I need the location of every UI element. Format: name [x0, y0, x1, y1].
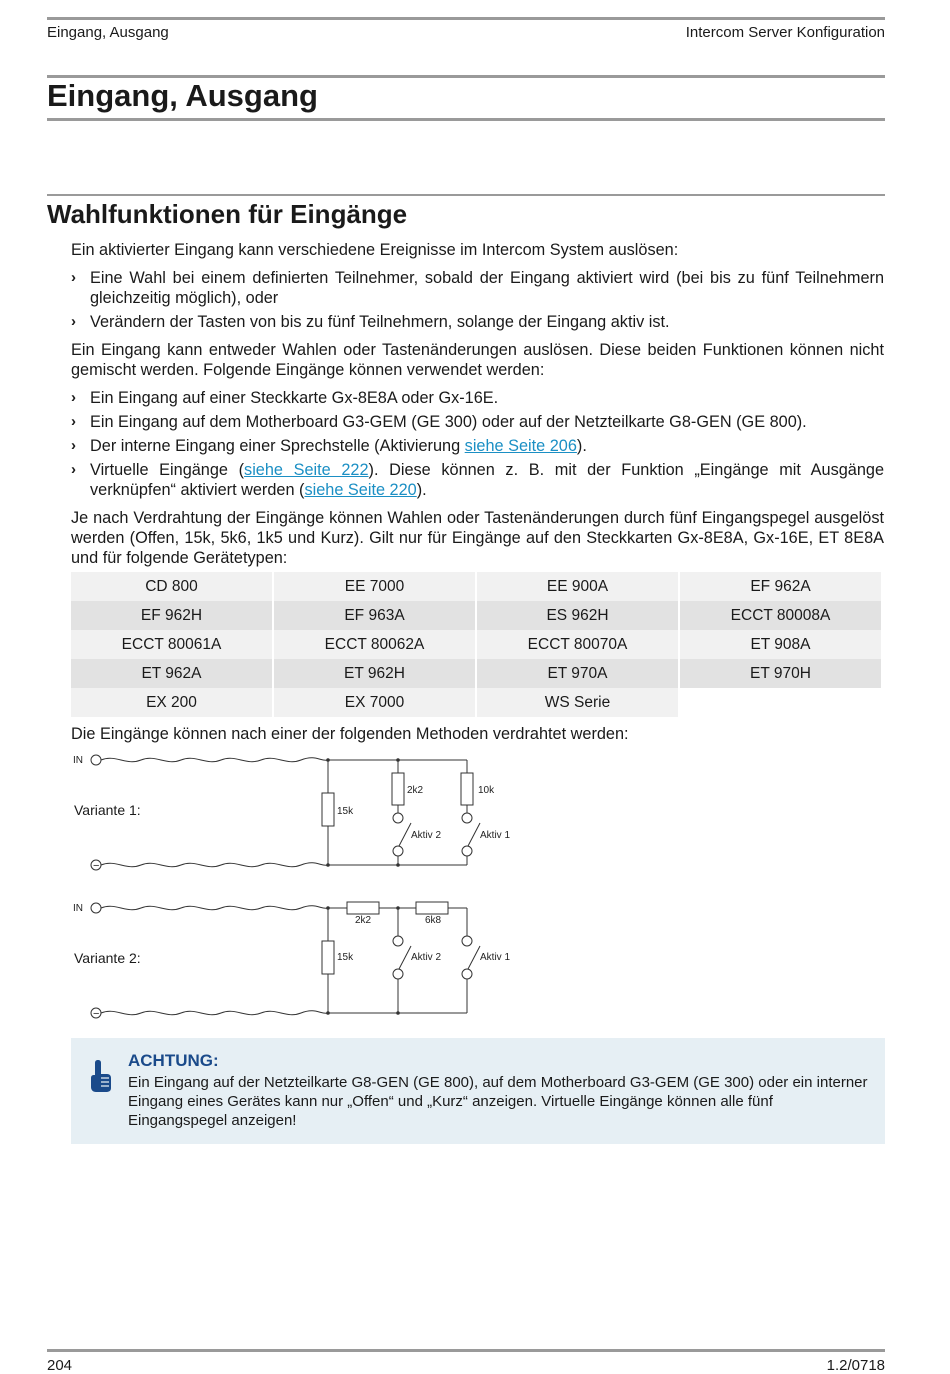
table-cell: ET 962H: [274, 659, 475, 688]
link-page-220[interactable]: siehe Seite 220: [304, 481, 417, 499]
switch-aktiv-1: [468, 946, 480, 969]
variant-2-label: Variante 2:: [74, 950, 141, 966]
chevron-right-icon: ›: [71, 413, 76, 430]
warning-note: [71, 1038, 885, 1144]
wiring-diagram-variant-1: [71, 748, 541, 874]
list-item-text: ).: [416, 481, 427, 499]
chevron-right-icon: ›: [71, 461, 76, 478]
chevron-right-icon: ›: [71, 389, 76, 406]
table-row: [71, 572, 881, 601]
list-item-text: Der interne Eingang einer Sprechstelle (Aktivierung: [90, 437, 465, 455]
in-label: IN: [73, 903, 83, 914]
section-title: Wahlfunktionen für Eingänge: [47, 199, 408, 229]
paragraph-3: Je nach Verdrahtung der Eingänge können Wahlen oder Tastenänderungen durch fünf Eingangspegel ausgelöst werden (Offen, 15k, 5k6, 1k5 und Kurz). Gilt nur für Eingänge auf den Steckkarten Gx-8E8A, Gx-16E, ET 8E8A und für folgende Gerätetypen:: [71, 509, 884, 567]
switch-aktiv-2: [399, 823, 411, 846]
list-item: [71, 412, 884, 432]
list-item-text: Ein Eingang auf dem Motherboard G3-GEM (GE 300) oder auf der Netzteilkarte G8-GEN (GE 800).: [90, 413, 807, 431]
table-cell: ECCT 80070A: [477, 630, 678, 659]
resistor-15k-label: 15k: [337, 806, 354, 817]
resistor-15k-label: 15k: [337, 952, 354, 963]
table-cell: ET 908A: [680, 630, 881, 659]
table-cell: [680, 688, 881, 717]
list-item: [71, 436, 884, 456]
in-wire: [101, 758, 467, 762]
resistor-6k8: [416, 902, 448, 914]
page-number: 204: [47, 1357, 73, 1374]
in-label: IN: [73, 755, 83, 766]
resistor-10k: [461, 773, 473, 805]
section-body: [71, 240, 884, 576]
switch-aktiv-2-label: Aktiv 2: [411, 952, 442, 963]
table-cell: ECCT 80061A: [71, 630, 272, 659]
switch-aktiv-1: [468, 823, 480, 846]
footer-rule: [47, 1349, 885, 1352]
minus-wire: [101, 863, 467, 867]
table-row: [71, 630, 881, 659]
table-cell: EF 963A: [274, 601, 475, 630]
resistor-2k2-label: 2k2: [407, 785, 424, 796]
chevron-right-icon: ›: [71, 313, 76, 330]
wiring-diagram-variant-2: [71, 896, 541, 1022]
table-cell: ECCT 80062A: [274, 630, 475, 659]
chevron-right-icon: ›: [71, 269, 76, 286]
table-cell: ET 962A: [71, 659, 272, 688]
document-version: 1.2/0718: [826, 1357, 885, 1374]
list-item: [71, 388, 884, 408]
variant-1-label: Variante 1:: [74, 802, 141, 818]
switch-aktiv-2: [399, 946, 411, 969]
device-table: [69, 572, 883, 717]
table-cell: ES 962H: [477, 601, 678, 630]
table-cell: WS Serie: [477, 688, 678, 717]
table-cell: ET 970H: [680, 659, 881, 688]
bullet-list-2: [71, 388, 884, 500]
table-cell: CD 800: [71, 572, 272, 601]
table-row: [71, 688, 881, 717]
table-cell: EE 7000: [274, 572, 475, 601]
list-item-text: Virtuelle Eingänge (: [90, 461, 245, 479]
table-cell: ET 970A: [477, 659, 678, 688]
list-item: [71, 312, 884, 332]
switch-aktiv-1-label: Aktiv 1: [480, 952, 511, 963]
paragraph-4: Die Eingänge können nach einer der folgenden Methoden verdrahtet werden:: [71, 725, 629, 743]
list-item-text: ).: [576, 437, 587, 455]
page-title: Eingang, Ausgang: [47, 78, 318, 113]
table-cell: EF 962A: [680, 572, 881, 601]
resistor-2k2-label: 2k2: [355, 915, 372, 926]
minus-label: −: [93, 860, 100, 872]
bullet-list-1: [71, 268, 884, 332]
switch-aktiv-2-label: Aktiv 2: [411, 830, 442, 841]
title-bottom-rule: [47, 118, 885, 121]
table-cell: ECCT 80008A: [680, 601, 881, 630]
note-text: Ein Eingang auf der Netzteilkarte G8-GEN (GE 800), auf dem Motherboard G3-GEM (GE 300) oder ein interner Eingang eines Gerätes kann nur „Offen“ und „Kurz“ anzeigen. Virtuelle Eingänge können alle fünf Eingangspegel anzeigen!: [128, 1074, 868, 1129]
table-cell: EE 900A: [477, 572, 678, 601]
link-page-222[interactable]: siehe Seite 222: [244, 461, 369, 479]
resistor-15k: [322, 941, 334, 974]
resistor-10k-label: 10k: [478, 785, 495, 796]
table-cell: EX 200: [71, 688, 272, 717]
table-row: [71, 659, 881, 688]
list-item: [71, 268, 884, 308]
list-item-text: Verändern der Tasten von bis zu fünf Teilnehmern, solange der Eingang aktiv ist.: [90, 313, 670, 331]
intro-paragraph: Ein aktivierter Eingang kann verschiedene Ereignisse im Intercom System auslösen:: [71, 241, 679, 259]
minus-label: −: [93, 1008, 100, 1020]
table-cell: EF 962H: [71, 601, 272, 630]
resistor-2k2: [347, 902, 379, 914]
list-item-text: Eine Wahl bei einem definierten Teilnehmer, sobald der Eingang aktiviert wird (bei bis zu fünf Teilnehmern gleichzeitig möglich), oder: [90, 269, 884, 307]
header-left: Eingang, Ausgang: [47, 24, 169, 41]
section-rule: [47, 194, 885, 196]
resistor-15k: [322, 793, 334, 826]
paragraph-2: Ein Eingang kann entweder Wahlen oder Tastenänderungen auslösen. Diese beiden Funktionen können nicht gemischt werden. Folgende Eingänge können verwendet werden:: [71, 341, 884, 379]
table-cell: EX 7000: [274, 688, 475, 717]
header-rule: [47, 17, 885, 20]
note-title: ACHTUNG:: [128, 1051, 219, 1070]
list-item-text: Ein Eingang auf einer Steckkarte Gx-8E8A oder Gx-16E.: [90, 389, 499, 407]
resistor-2k2: [392, 773, 404, 805]
chevron-right-icon: ›: [71, 437, 76, 454]
resistor-6k8-label: 6k8: [425, 915, 442, 926]
pointing-hand-icon: [89, 1058, 113, 1094]
header-right: Intercom Server Konfiguration: [685, 24, 885, 41]
switch-aktiv-1-label: Aktiv 1: [480, 830, 511, 841]
table-row: [71, 601, 881, 630]
link-page-206[interactable]: siehe Seite 206: [464, 437, 577, 455]
list-item-text: ). Diese können z. B. mit der Funktion „Eingänge mit Ausgänge verknüpfen“ aktiviert werden (: [90, 461, 885, 499]
list-item: [71, 460, 884, 500]
in-terminal: [91, 755, 101, 765]
